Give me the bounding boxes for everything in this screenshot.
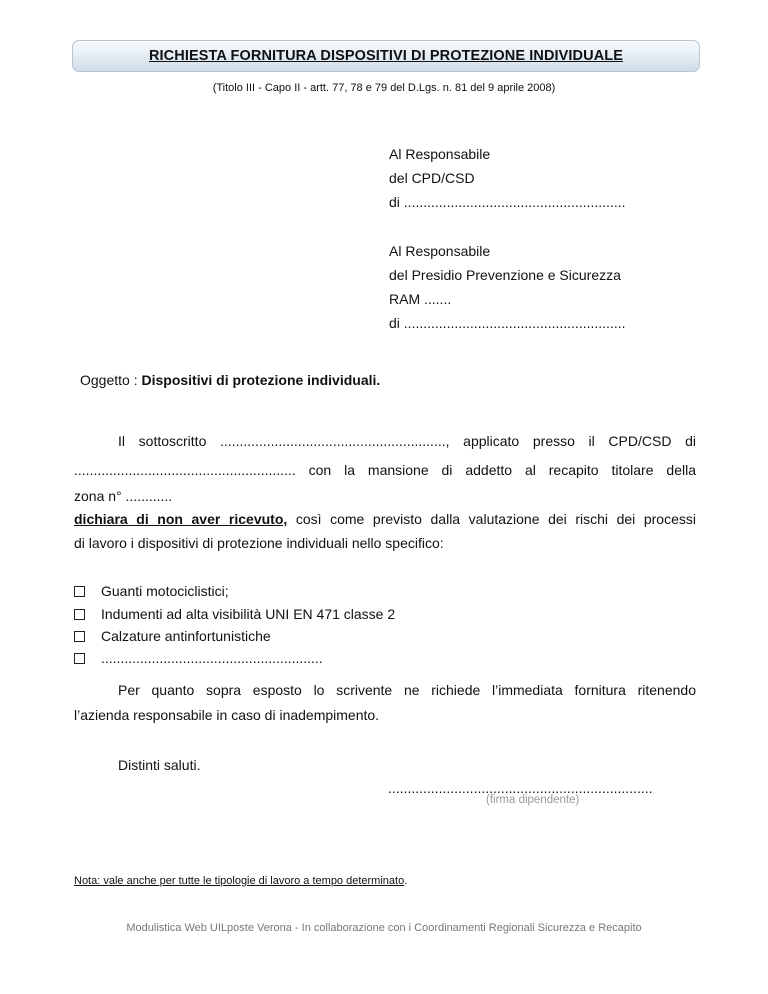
subject-value: Dispositivi di protezione individuali. bbox=[141, 372, 381, 388]
request-line-2: l’azienda responsabile in caso di inadempimento. bbox=[74, 707, 380, 723]
subject-label: Oggetto : bbox=[80, 372, 142, 388]
recipient2-line4: di ......................................................... bbox=[389, 315, 626, 331]
checklist-item bbox=[74, 628, 271, 644]
body-line-2: ......................................................... con la mansione di addetto al recapito titolare della bbox=[74, 462, 696, 478]
title-box bbox=[72, 40, 700, 72]
body-line-3: zona n° ............ bbox=[74, 488, 173, 504]
checkbox-icon bbox=[74, 631, 85, 642]
footer: Modulistica Web UILposte Verona - In collaborazione con i Coordinamenti Regionali Sicurezza e Recapito bbox=[126, 922, 642, 934]
legal-reference: (Titolo III - Capo II - artt. 77, 78 e 79 del D.Lgs. n. 81 del 9 aprile 2008) bbox=[212, 82, 556, 94]
checkbox-icon bbox=[74, 609, 85, 620]
checklist-item bbox=[74, 650, 323, 666]
signature-line: .................................................................... bbox=[388, 780, 653, 796]
closing: Distinti saluti. bbox=[118, 757, 201, 773]
note-end: . bbox=[404, 875, 408, 887]
checklist-label: Indumenti ad alta visibilità UNI EN 471 classe 2 bbox=[101, 606, 396, 622]
note-text: Nota: vale anche per tutte le tipologie di lavoro a tempo determinato bbox=[74, 875, 405, 887]
recipient2-line1: Al Responsabile bbox=[389, 243, 491, 259]
signature-caption: (firma dipendente) bbox=[486, 794, 580, 806]
note bbox=[74, 875, 407, 887]
declaration-rest: così come previsto dalla valutazione dei rischi dei processi bbox=[287, 511, 696, 527]
checklist-label: Calzature antinfortunistiche bbox=[101, 628, 271, 644]
checklist-label: ......................................................... bbox=[101, 650, 323, 666]
document-title: RICHIESTA FORNITURA DISPOSITIVI DI PROTEZIONE INDIVIDUALE bbox=[148, 48, 624, 64]
checklist-item bbox=[74, 606, 395, 622]
declaration-line bbox=[74, 511, 696, 527]
body-line-5: di lavoro i dispositivi di protezione individuali nello specifico: bbox=[74, 535, 444, 551]
recipient2-line2: del Presidio Prevenzione e Sicurezza bbox=[389, 267, 621, 283]
recipient1-line2: del CPD/CSD bbox=[389, 170, 475, 186]
checklist-label: Guanti motociclistici; bbox=[101, 583, 229, 599]
request-line-1: Per quanto sopra esposto lo scrivente ne richiede l’immediata fornitura ritenendo bbox=[118, 682, 696, 698]
subject-line bbox=[80, 372, 380, 388]
recipient1-line1: Al Responsabile bbox=[389, 146, 491, 162]
checkbox-icon bbox=[74, 653, 85, 664]
checklist-item bbox=[74, 583, 229, 599]
checkbox-icon bbox=[74, 586, 85, 597]
recipients-block bbox=[389, 142, 626, 335]
body-line-1: Il sottoscritto .........................................................., applicato presso il CPD/CSD di bbox=[118, 433, 696, 449]
recipient1-line3: di ......................................................... bbox=[389, 194, 626, 210]
declaration-bold: dichiara di non aver ricevuto, bbox=[74, 511, 288, 527]
recipient2-line3: RAM ....... bbox=[389, 291, 452, 307]
